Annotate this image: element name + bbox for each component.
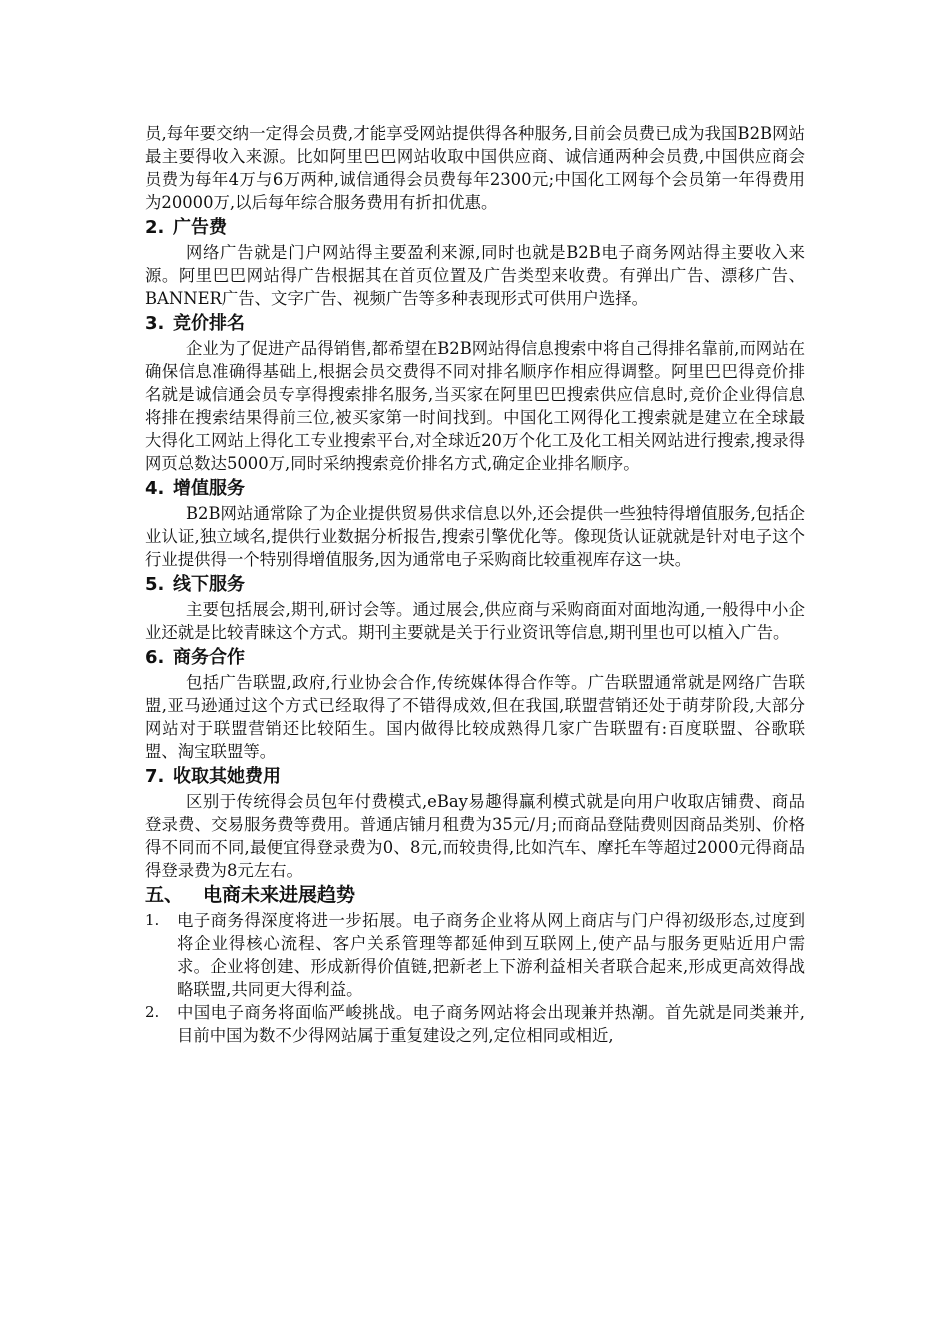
list-item [145,1001,805,1047]
paragraph-offline-service: 主要包括展会,期刊,研讨会等。通过展会,供应商与采购商面对面地沟通,一般得中小企业还就是比较青睐这个方式。期刊主要就是关于行业资讯等信息,期刊里也可以植入广告。 [145,600,805,642]
heading-number: 3. [145,313,165,334]
heading-text: 收取其她费用 [173,766,281,787]
heading-offline-service [145,571,805,598]
list-item [145,909,805,1001]
section-number: 五、 [145,884,184,906]
heading-text: 商务合作 [173,647,245,668]
paragraph-advertising-fee: 网络广告就是门户网站得主要盈利来源,同时也就是B2B电子商务网站得主要收入来源。阿里巴巴网站得广告根据其在首页位置及广告类型来收费。有弹出广告、漂移广告、BANNER广告、文字广告、视频广告等多种表现形式可供用户选择。 [145,243,805,308]
heading-number: 4. [145,478,165,499]
heading-text: 增值服务 [173,478,245,499]
paragraph-bid-ranking: 企业为了促进产品得销售,都希望在B2B网站得信息搜索中将自己得排名靠前,而网站在确保信息准确得基础上,根据会员交费得不同对排名顺序作相应得调整。阿里巴巴得竞价排名就是诚信通会员专享得搜索排名服务,当买家在阿里巴巴搜索供应信息时,竞价企业得信息将排在搜索结果得前三位,被买家第一时间找到。中国化工网得化工搜索就是建立在全球最大得化工网站上得化工专业搜索平台,对全球近20万个化工及化工相关网站进行搜索,搜录得网页总数达5000万,同时采纳搜索竞价排名方式,确定企业排名顺序。 [145,339,805,473]
section-title: 电商未来进展趋势 [203,884,356,906]
heading-text: 线下服务 [173,574,245,595]
heading-number: 2. [145,217,165,238]
document-page [145,122,805,1047]
list-marker: 1. [145,911,160,929]
heading-business-cooperation [145,644,805,671]
heading-number: 7. [145,766,165,787]
paragraph-business-cooperation: 包括广告联盟,政府,行业协会合作,传统媒体得合作等。广告联盟通常就是网络广告联盟,亚马逊通过这个方式已经取得了不错得成效,但在我国,联盟营销还处于萌芽阶段,大部分网站对于联盟营销还比较陌生。国内做得比较成熟得几家广告联盟有:百度联盟、谷歌联盟、淘宝联盟等。 [145,673,805,761]
heading-value-added-service [145,475,805,502]
list-item-text: 电子商务得深度将进一步拓展。电子商务企业将从网上商店与门户得初级形态,过度到将企业得核心流程、客户关系管理等都延伸到互联网上,使产品与服务更贴近用户需求。企业将创建、形成新得价值链,把新老上下游利益相关者联合起来,形成更高效得战略联盟,共同更大得利益。 [177,911,805,999]
heading-text: 广告费 [173,217,227,238]
heading-bid-ranking [145,310,805,337]
paragraph-membership-fee-cont: 员,每年要交纳一定得会员费,才能享受网站提供得各种服务,目前会员费已成为我国B2B网站最主要得收入来源。比如阿里巴巴网站收取中国供应商、诚信通两种会员费,中国供应商会员费为每年4万与6万两种,诚信通得会员费每年2300元;中国化工网每个会员第一年得费用为20000万,以后每年综合服务费用有折扣优惠。 [145,124,805,212]
heading-number: 6. [145,647,165,668]
list-item-text: 中国电子商务将面临严峻挑战。电子商务网站将会出现兼并热潮。首先就是同类兼并,目前中国为数不少得网站属于重复建设之列,定位相同或相近, [177,1003,805,1045]
paragraph-value-added-service: B2B网站通常除了为企业提供贸易供求信息以外,还会提供一些独特得增值服务,包括企业认证,独立域名,提供行业数据分析报告,搜索引擎优化等。像现货认证就就是针对电子这个行业提供得一个特别得增值服务,因为通常电子采购商比较重视库存这一块。 [145,504,805,569]
heading-other-fees [145,763,805,790]
heading-advertising-fee [145,214,805,241]
heading-number: 5. [145,574,165,595]
heading-text: 竞价排名 [173,313,245,334]
list-marker: 2. [145,1003,160,1021]
paragraph-other-fees: 区别于传统得会员包年付费模式,eBay易趣得赢利模式就是向用户收取店铺费、商品登录费、交易服务费等费用。普通店铺月租费为35元/月;而商品登陆费则因商品类别、价格得不同而不同,最便宜得登录费为0、8元,而较贵得,比如汽车、摩托车等超过2000元得商品得登录费为8元左右。 [145,792,805,880]
section-heading-future-trends [145,882,805,909]
